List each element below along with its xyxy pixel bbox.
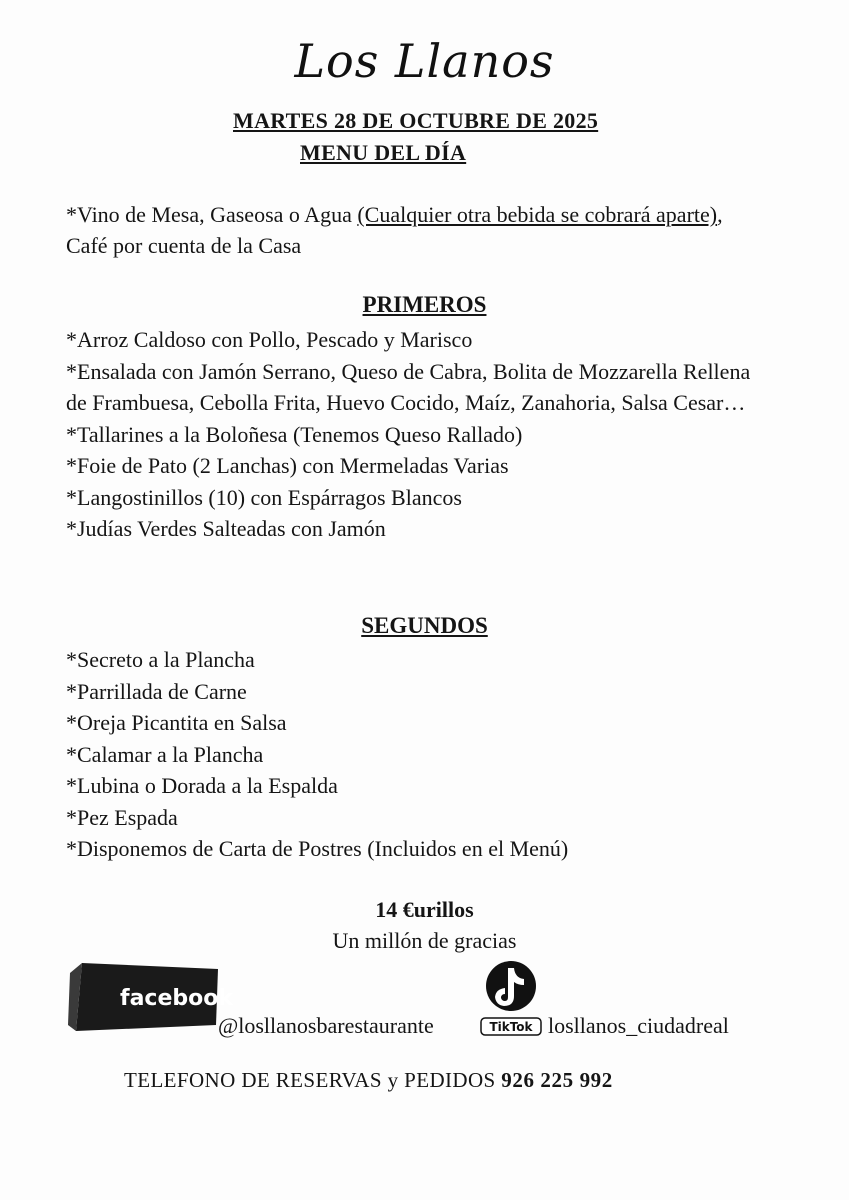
drinks-prefix: *Vino de Mesa, Gaseosa o Agua <box>66 202 358 227</box>
tiktok-logo-text: TikTok <box>489 1020 533 1034</box>
menu-price: 14 €urillos <box>375 897 474 922</box>
drinks-note <box>66 199 766 261</box>
reservations-phone <box>124 1068 613 1093</box>
drinks-extra-charge-note: (Cualquier otra bebida se cobrará aparte) <box>357 202 718 227</box>
list-item: *Langostinillos (10) con Espárragos Blancos <box>66 484 462 510</box>
list-item: *Disponemos de Carta de Postres (Incluidos en el Menú) <box>66 836 569 861</box>
thanks-note: Un millón de gracias <box>332 928 517 953</box>
segundos-heading: SEGUNDOS <box>361 613 488 638</box>
list-item: *Foie de Pato (2 Lanchas) con Mermeladas Varias <box>66 453 509 478</box>
list-item: *Secreto a la Plancha <box>66 647 255 672</box>
list-item: *Tallarines a la Boloñesa (Tenemos Queso Rallado) <box>66 421 523 447</box>
primeros-list <box>66 324 786 545</box>
primeros-heading: PRIMEROS <box>362 292 487 317</box>
list-item: *Oreja Picantita en Salsa <box>66 710 287 735</box>
list-item: *Calamar a la Plancha <box>66 741 264 767</box>
phone-number: 926 225 992 <box>501 1068 613 1092</box>
list-item: *Arroz Caldoso con Pollo, Pescado y Marisco <box>66 327 473 352</box>
list-item: *Parrillada de Carne <box>66 678 247 704</box>
drinks-suffix: , Café por cuenta de la Casa <box>66 202 723 258</box>
facebook-icon <box>66 955 233 1040</box>
facebook-logo-text: facebook <box>120 986 233 1011</box>
menu-title: MENU DEL DÍA <box>300 140 467 165</box>
list-item: *Lubina o Dorada a la Espalda <box>66 773 338 798</box>
tiktok-handle: losllanos_ciudadreal <box>548 1013 729 1038</box>
segundos-list <box>66 644 786 865</box>
list-item: *Ensalada con Jamón Serrano, Queso de Cabra, Bolita de Mozzarella Rellena de Frambuesa, Cebolla Frita, Huevo Cocido, Maíz, Zanahoria, Salsa Cesar… <box>66 358 751 415</box>
tiktok-icon <box>478 958 544 1045</box>
restaurant-logo: Los Llanos <box>294 34 555 88</box>
list-item: *Judías Verdes Salteadas con Jamón <box>66 516 386 541</box>
menu-date: MARTES 28 DE OCTUBRE DE 2025 <box>233 108 599 133</box>
list-item: *Pez Espada <box>66 804 178 830</box>
phone-label: TELEFONO DE RESERVAS y PEDIDOS <box>124 1068 496 1092</box>
facebook-handle: @losllanosbarestaurante <box>218 1013 434 1038</box>
